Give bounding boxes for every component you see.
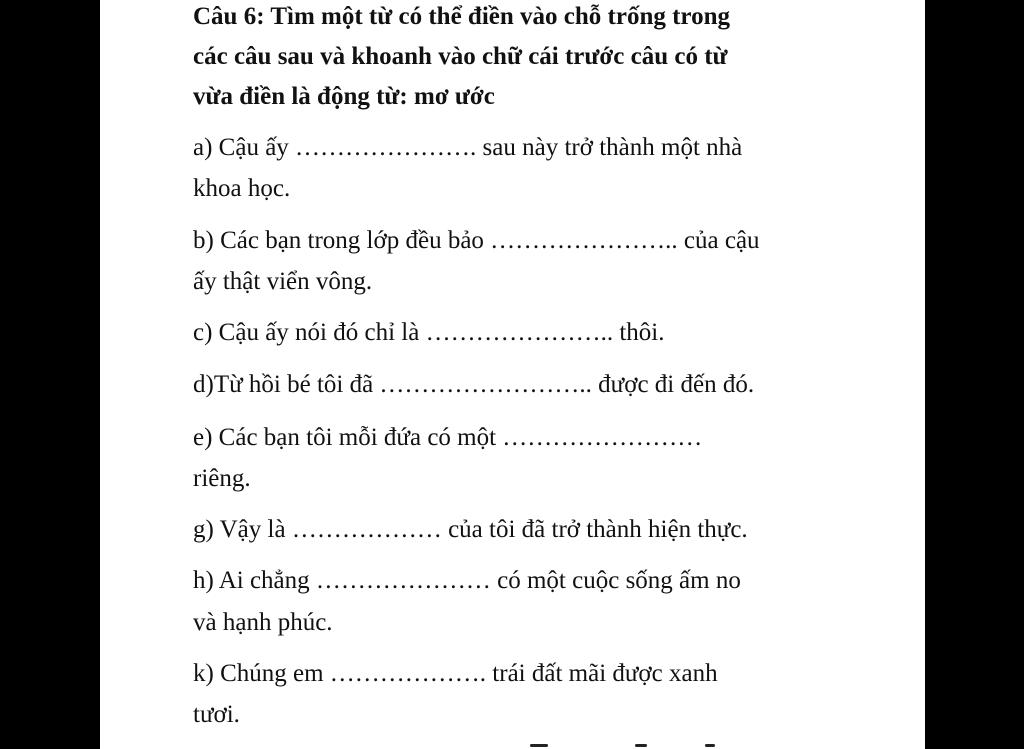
item-h-line-1: h) Ai chẳng ………………… có một cuộc sống ấm no <box>193 567 741 594</box>
question-line-3: vừa điền là động từ: mơ ước <box>193 83 495 110</box>
item-h-line-2: và hạnh phúc. <box>193 609 333 636</box>
item-e-line-2: riêng. <box>193 465 251 492</box>
item-a-line-1: a) Cậu ấy …………………. sau này trở thành một nhà <box>193 134 743 161</box>
question-line-1: Câu 6: Tìm một từ có thể điền vào chỗ trống trong <box>193 3 730 30</box>
cut-off-next-line <box>530 744 750 749</box>
question-line-2: các câu sau và khoanh vào chữ cái trước câu có từ <box>193 43 728 70</box>
item-k-line-2: tươi. <box>193 701 240 728</box>
item-b-line-1: b) Các bạn trong lớp đều bảo ………………….. của cậu <box>193 227 760 254</box>
item-b-line-2: ấy thật viển vông. <box>193 268 373 295</box>
item-g-line-1: g) Vậy là ……………… của tôi đã trở thành hiện thực. <box>193 516 748 543</box>
item-d-line-1: d)Từ hồi bé tôi đã …………………….. được đi đến đó. <box>193 371 755 398</box>
item-k-line-1: k) Chúng em ………………. trái đất mãi được xanh <box>193 660 718 687</box>
document-page <box>100 0 925 749</box>
item-a-line-2: khoa học. <box>193 175 291 202</box>
item-c-line-1: c) Cậu ấy nói đó chỉ là ………………….. thôi. <box>193 319 665 346</box>
item-e-line-1: e) Các bạn tôi mỗi đứa có một …………………… <box>193 424 703 451</box>
